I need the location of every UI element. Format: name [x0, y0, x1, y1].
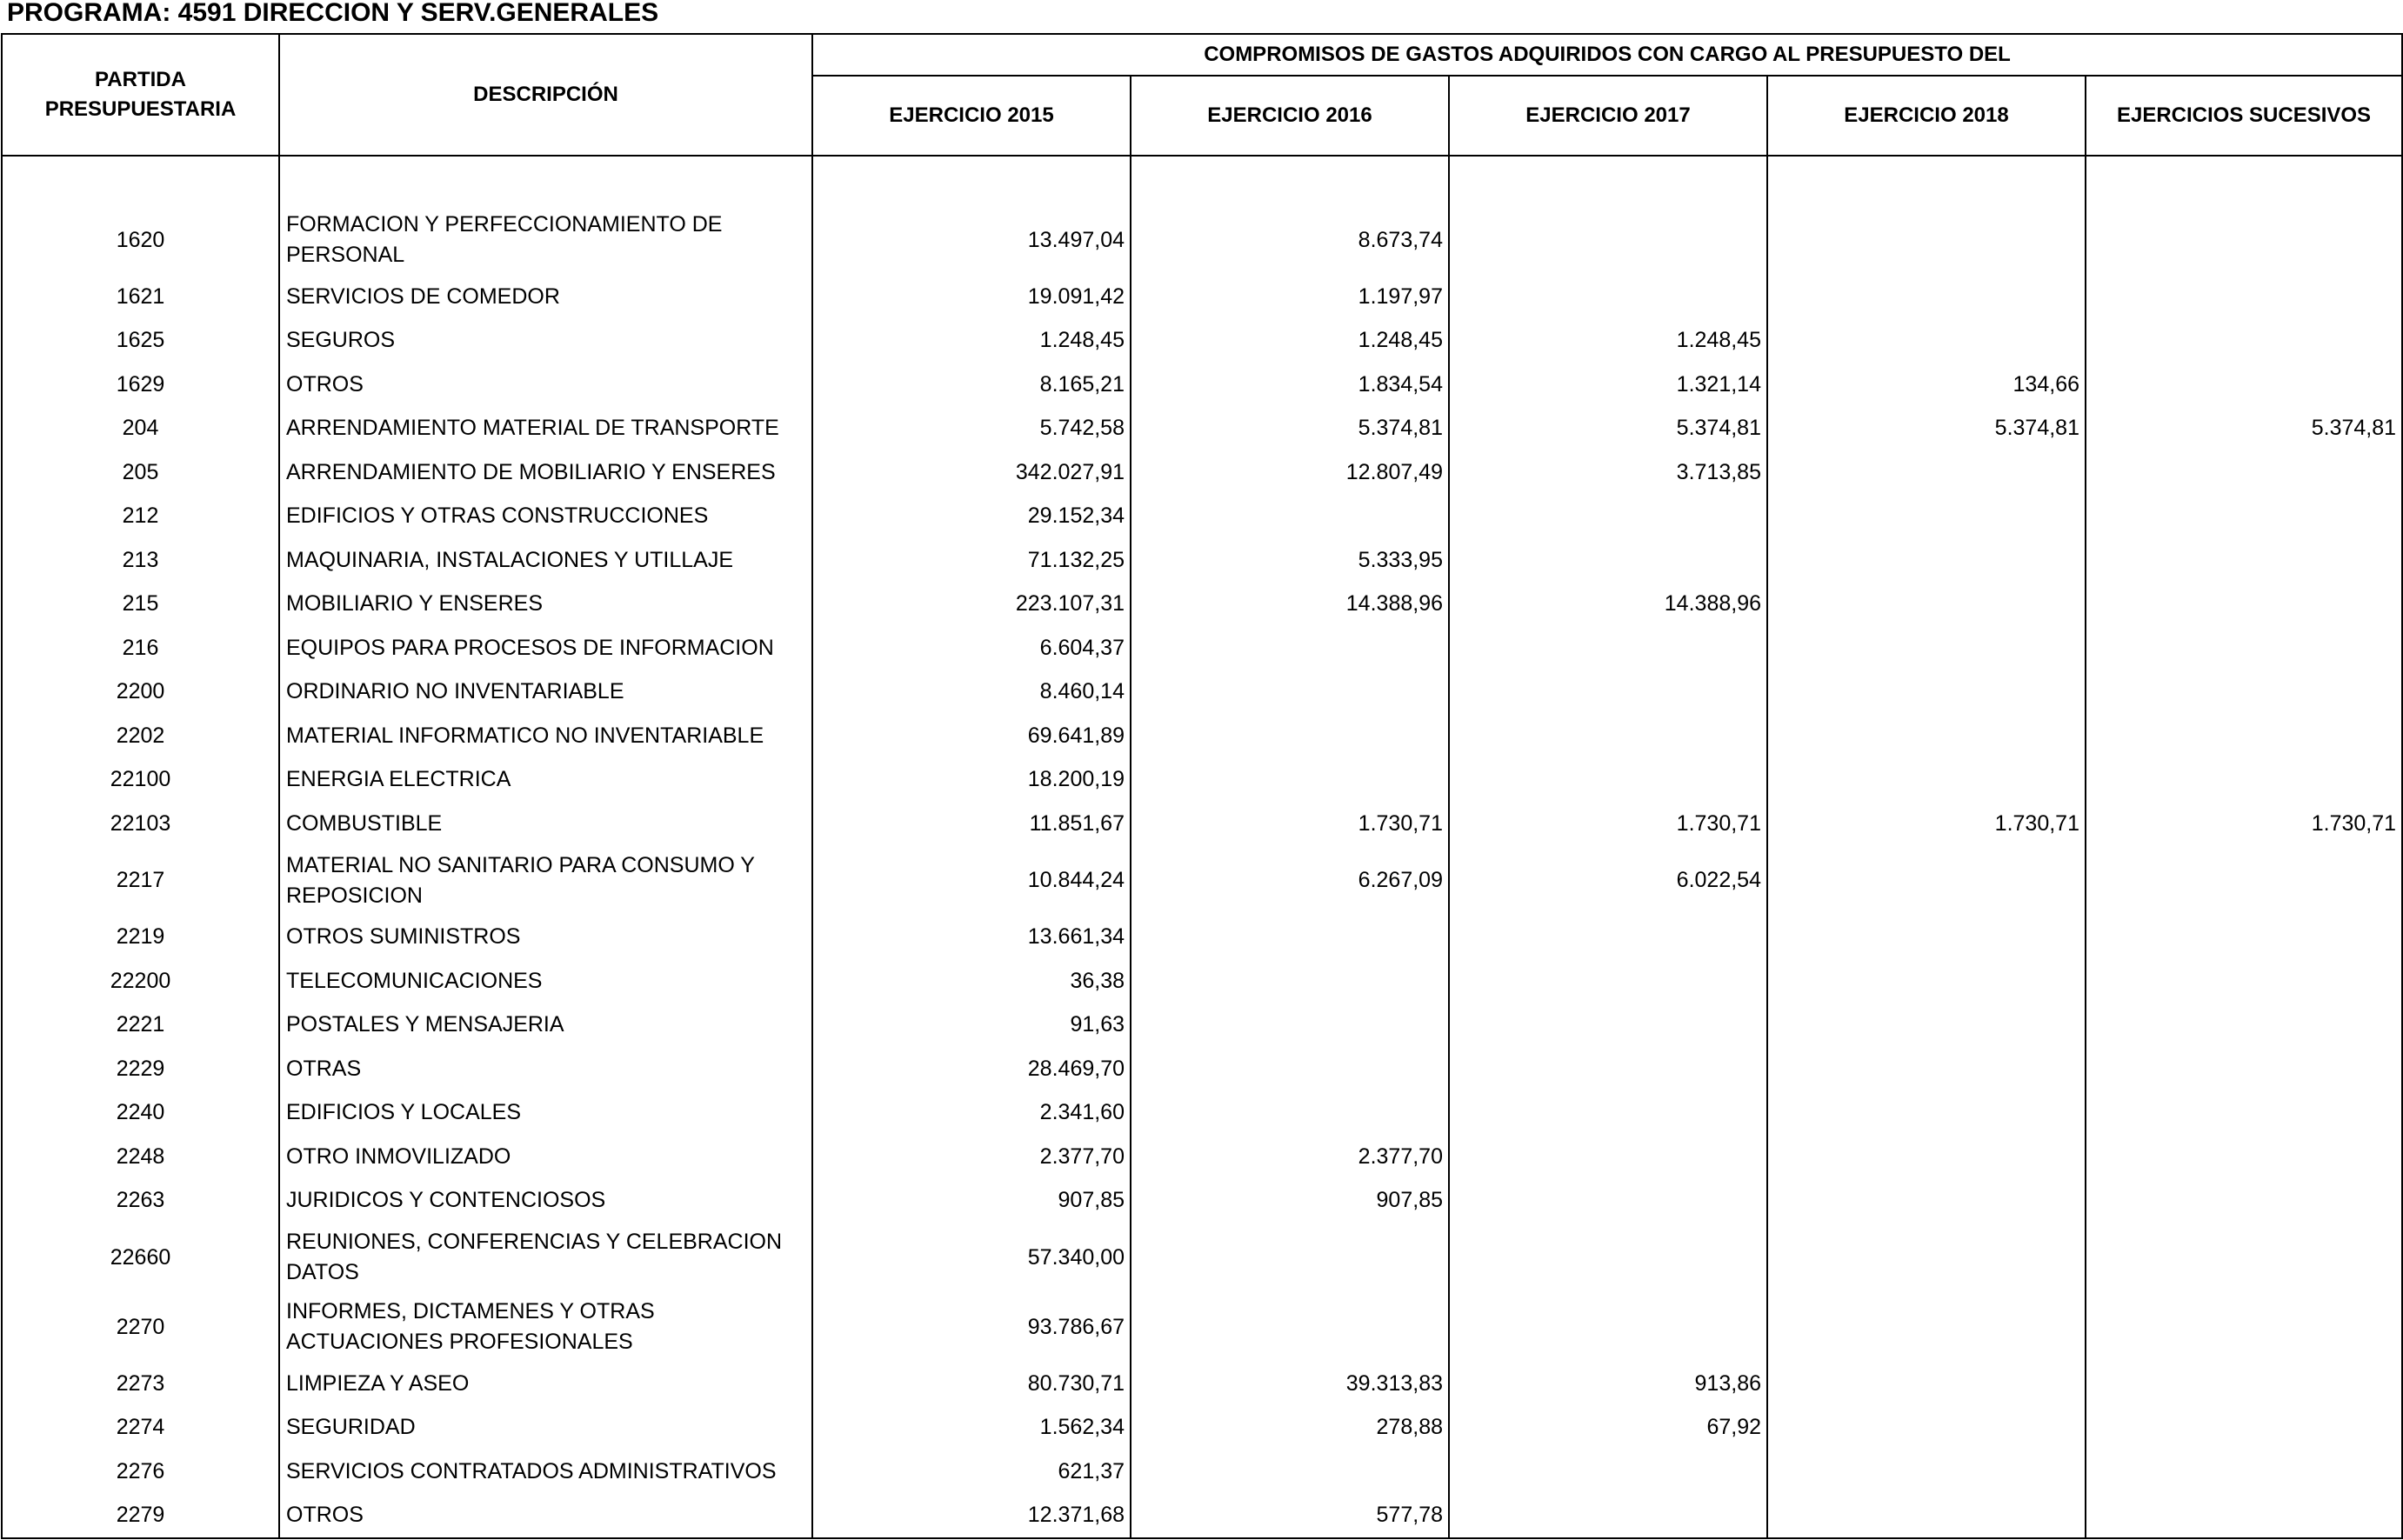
description: MOBILIARIO Y ENSERES [279, 583, 812, 627]
value-2016: 1.248,45 [1131, 319, 1449, 363]
value-2018 [1767, 714, 2086, 758]
table-row [2, 538, 2402, 583]
partida-code: 22200 [2, 959, 279, 1003]
value-2017 [1449, 1494, 1767, 1539]
value-subsequent [2086, 538, 2402, 583]
value-2017: 1.730,71 [1449, 802, 1767, 846]
value-2017 [1449, 916, 1767, 960]
value-subsequent [2086, 1406, 2402, 1450]
partida-code: 2217 [2, 846, 279, 916]
value-2018 [1767, 1406, 2086, 1450]
value-2015: 12.371,68 [812, 1494, 1131, 1539]
value-2018 [1767, 1223, 2086, 1292]
partida-code: 1629 [2, 363, 279, 407]
value-2018: 1.730,71 [1767, 802, 2086, 846]
value-2015: 6.604,37 [812, 626, 1131, 670]
value-2016 [1131, 1223, 1449, 1292]
value-2015: 29.152,34 [812, 495, 1131, 539]
value-2018 [1767, 1047, 2086, 1091]
header-year-2015: EJERCICIO 2015 [812, 76, 1131, 156]
description: INFORMES, DICTAMENES Y OTRAS ACTUACIONES PROFESIONALES [279, 1292, 812, 1362]
value-2016: 14.388,96 [1131, 583, 1449, 627]
value-2015: 342.027,91 [812, 450, 1131, 495]
value-2015: 11.851,67 [812, 802, 1131, 846]
value-subsequent [2086, 1494, 2402, 1539]
value-2016 [1131, 714, 1449, 758]
value-subsequent [2086, 205, 2402, 275]
value-2017: 14.388,96 [1449, 583, 1767, 627]
value-2017: 67,92 [1449, 1406, 1767, 1450]
value-2018 [1767, 205, 2086, 275]
value-2017: 1.321,14 [1449, 363, 1767, 407]
budget-commitments-table [1, 33, 2403, 1539]
value-subsequent: 5.374,81 [2086, 407, 2402, 451]
value-2018 [1767, 1135, 2086, 1179]
value-2015: 57.340,00 [812, 1223, 1131, 1292]
description: FORMACION Y PERFECCIONAMIENTO DE PERSONAL [279, 205, 812, 275]
value-2018 [1767, 959, 2086, 1003]
partida-code: 2219 [2, 916, 279, 960]
value-2018 [1767, 495, 2086, 539]
value-2017 [1449, 626, 1767, 670]
partida-code: 22103 [2, 802, 279, 846]
value-2016: 1.834,54 [1131, 363, 1449, 407]
value-2018 [1767, 626, 2086, 670]
header-commitments-group: COMPROMISOS DE GASTOS ADQUIRIDOS CON CARGO AL PRESUPUESTO DEL [812, 34, 2402, 76]
table-row [2, 714, 2402, 758]
table-row [2, 1292, 2402, 1362]
value-2017 [1449, 1135, 1767, 1179]
value-2016: 6.267,09 [1131, 846, 1449, 916]
value-2018: 5.374,81 [1767, 407, 2086, 451]
value-2018 [1767, 1494, 2086, 1539]
description: JURIDICOS Y CONTENCIOSOS [279, 1179, 812, 1223]
value-2018 [1767, 1450, 2086, 1494]
value-2016 [1131, 495, 1449, 539]
value-2015: 2.377,70 [812, 1135, 1131, 1179]
table-body [2, 156, 2402, 1538]
description: OTRO INMOVILIZADO [279, 1135, 812, 1179]
description: SEGUROS [279, 319, 812, 363]
partida-code: 1625 [2, 319, 279, 363]
value-2018 [1767, 1003, 2086, 1048]
value-2015: 18.200,19 [812, 758, 1131, 803]
table-row [2, 1494, 2402, 1539]
value-subsequent [2086, 1179, 2402, 1223]
value-2015: 1.248,45 [812, 319, 1131, 363]
table-row [2, 802, 2402, 846]
description: OTROS [279, 363, 812, 407]
table-row [2, 1223, 2402, 1292]
value-2015: 1.562,34 [812, 1406, 1131, 1450]
value-subsequent [2086, 959, 2402, 1003]
value-2015: 69.641,89 [812, 714, 1131, 758]
value-2016: 2.377,70 [1131, 1135, 1449, 1179]
value-2015: 8.165,21 [812, 363, 1131, 407]
value-2018 [1767, 583, 2086, 627]
value-2017: 3.713,85 [1449, 450, 1767, 495]
value-subsequent [2086, 1362, 2402, 1406]
partida-code: 22660 [2, 1223, 279, 1292]
value-subsequent [2086, 714, 2402, 758]
header-year-2016: EJERCICIO 2016 [1131, 76, 1449, 156]
value-2015: 13.497,04 [812, 205, 1131, 275]
value-2015: 19.091,42 [812, 275, 1131, 319]
table-row [2, 495, 2402, 539]
partida-code: 2240 [2, 1091, 279, 1136]
table-row [2, 319, 2402, 363]
value-2016: 577,78 [1131, 1494, 1449, 1539]
value-2018 [1767, 758, 2086, 803]
partida-code: 2279 [2, 1494, 279, 1539]
value-2017: 5.374,81 [1449, 407, 1767, 451]
table-row [2, 1091, 2402, 1136]
value-2016 [1131, 959, 1449, 1003]
description: LIMPIEZA Y ASEO [279, 1362, 812, 1406]
description: MATERIAL NO SANITARIO PARA CONSUMO Y REPOSICION [279, 846, 812, 916]
value-subsequent [2086, 1003, 2402, 1048]
partida-code: 205 [2, 450, 279, 495]
value-2015: 2.341,60 [812, 1091, 1131, 1136]
value-2017 [1449, 275, 1767, 319]
table-row [2, 1135, 2402, 1179]
table-row [2, 450, 2402, 495]
value-2016: 12.807,49 [1131, 450, 1449, 495]
value-subsequent [2086, 670, 2402, 715]
value-subsequent [2086, 363, 2402, 407]
value-2016 [1131, 626, 1449, 670]
header-year-2018: EJERCICIO 2018 [1767, 76, 2086, 156]
value-2018 [1767, 450, 2086, 495]
value-subsequent [2086, 450, 2402, 495]
value-2017 [1449, 1179, 1767, 1223]
partida-code: 204 [2, 407, 279, 451]
value-2017 [1449, 1292, 1767, 1362]
value-2015: 28.469,70 [812, 1047, 1131, 1091]
partida-code: 212 [2, 495, 279, 539]
header-descripcion: DESCRIPCIÓN [279, 34, 812, 156]
description: ORDINARIO NO INVENTARIABLE [279, 670, 812, 715]
value-2018 [1767, 670, 2086, 715]
value-2015: 91,63 [812, 1003, 1131, 1048]
description: ARRENDAMIENTO DE MOBILIARIO Y ENSERES [279, 450, 812, 495]
description: MATERIAL INFORMATICO NO INVENTARIABLE [279, 714, 812, 758]
description: EDIFICIOS Y OTRAS CONSTRUCCIONES [279, 495, 812, 539]
table-row [2, 275, 2402, 319]
partida-code: 1620 [2, 205, 279, 275]
value-2016: 39.313,83 [1131, 1362, 1449, 1406]
description: MAQUINARIA, INSTALACIONES Y UTILLAJE [279, 538, 812, 583]
value-2015: 8.460,14 [812, 670, 1131, 715]
value-2015: 5.742,58 [812, 407, 1131, 451]
description: TELECOMUNICACIONES [279, 959, 812, 1003]
value-2016: 1.730,71 [1131, 802, 1449, 846]
table-row [2, 407, 2402, 451]
value-2016 [1131, 1091, 1449, 1136]
description: SERVICIOS DE COMEDOR [279, 275, 812, 319]
value-2017 [1449, 714, 1767, 758]
partida-code: 2276 [2, 1450, 279, 1494]
value-2016 [1131, 1450, 1449, 1494]
table-row [2, 1362, 2402, 1406]
value-2017 [1449, 758, 1767, 803]
value-2018 [1767, 1292, 2086, 1362]
description: REUNIONES, CONFERENCIAS Y CELEBRACION DATOS [279, 1223, 812, 1292]
partida-code: 2273 [2, 1362, 279, 1406]
partida-code: 2263 [2, 1179, 279, 1223]
value-2017: 6.022,54 [1449, 846, 1767, 916]
value-subsequent [2086, 626, 2402, 670]
partida-code: 2221 [2, 1003, 279, 1048]
value-2016 [1131, 916, 1449, 960]
value-2016 [1131, 758, 1449, 803]
value-2016 [1131, 1047, 1449, 1091]
partida-code: 2274 [2, 1406, 279, 1450]
value-2017: 1.248,45 [1449, 319, 1767, 363]
description: EDIFICIOS Y LOCALES [279, 1091, 812, 1136]
partida-code: 213 [2, 538, 279, 583]
header-subsequent-years: EJERCICIOS SUCESIVOS [2086, 76, 2402, 156]
table-row [2, 1003, 2402, 1048]
value-2018: 134,66 [1767, 363, 2086, 407]
description: OTROS [279, 1494, 812, 1539]
value-subsequent [2086, 275, 2402, 319]
table-header [2, 34, 2402, 156]
table-row [2, 1179, 2402, 1223]
value-2018 [1767, 1362, 2086, 1406]
table-row [2, 846, 2402, 916]
value-2015: 80.730,71 [812, 1362, 1131, 1406]
partida-code: 2200 [2, 670, 279, 715]
value-2015: 13.661,34 [812, 916, 1131, 960]
table-row [2, 1047, 2402, 1091]
value-2018 [1767, 319, 2086, 363]
partida-code: 22100 [2, 758, 279, 803]
value-2016: 5.333,95 [1131, 538, 1449, 583]
table-row [2, 583, 2402, 627]
value-subsequent [2086, 319, 2402, 363]
table-row [2, 670, 2402, 715]
value-subsequent [2086, 1047, 2402, 1091]
value-2017 [1449, 495, 1767, 539]
partida-code: 215 [2, 583, 279, 627]
value-subsequent [2086, 1091, 2402, 1136]
description: ARRENDAMIENTO MATERIAL DE TRANSPORTE [279, 407, 812, 451]
value-2018 [1767, 1091, 2086, 1136]
value-2018 [1767, 916, 2086, 960]
description: OTROS SUMINISTROS [279, 916, 812, 960]
value-subsequent [2086, 846, 2402, 916]
description: EQUIPOS PARA PROCESOS DE INFORMACION [279, 626, 812, 670]
table-row [2, 1406, 2402, 1450]
value-subsequent: 1.730,71 [2086, 802, 2402, 846]
table-row [2, 363, 2402, 407]
value-2016: 907,85 [1131, 1179, 1449, 1223]
description: SEGURIDAD [279, 1406, 812, 1450]
value-2017 [1449, 1450, 1767, 1494]
table-row [2, 916, 2402, 960]
value-subsequent [2086, 916, 2402, 960]
value-subsequent [2086, 1135, 2402, 1179]
value-2017 [1449, 670, 1767, 715]
spacer-row [2, 156, 2402, 205]
value-2016 [1131, 1003, 1449, 1048]
table-row [2, 959, 2402, 1003]
value-2017 [1449, 1091, 1767, 1136]
value-2017 [1449, 205, 1767, 275]
table-row [2, 626, 2402, 670]
partida-code: 2248 [2, 1135, 279, 1179]
value-2018 [1767, 846, 2086, 916]
value-2015: 36,38 [812, 959, 1131, 1003]
header-partida: PARTIDA PRESUPUESTARIA [2, 34, 279, 156]
value-subsequent [2086, 495, 2402, 539]
description: ENERGIA ELECTRICA [279, 758, 812, 803]
table-row [2, 205, 2402, 275]
header-year-2017: EJERCICIO 2017 [1449, 76, 1767, 156]
value-2018 [1767, 538, 2086, 583]
value-subsequent [2086, 758, 2402, 803]
value-2015: 93.786,67 [812, 1292, 1131, 1362]
value-2015: 907,85 [812, 1179, 1131, 1223]
value-2016 [1131, 670, 1449, 715]
value-subsequent [2086, 1292, 2402, 1362]
description: SERVICIOS CONTRATADOS ADMINISTRATIVOS [279, 1450, 812, 1494]
partida-code: 2202 [2, 714, 279, 758]
value-2015: 71.132,25 [812, 538, 1131, 583]
value-subsequent [2086, 583, 2402, 627]
value-2016 [1131, 1292, 1449, 1362]
value-2016: 8.673,74 [1131, 205, 1449, 275]
value-2017 [1449, 959, 1767, 1003]
partida-code: 1621 [2, 275, 279, 319]
partida-code: 2229 [2, 1047, 279, 1091]
partida-code: 2270 [2, 1292, 279, 1362]
table-row [2, 758, 2402, 803]
value-2017 [1449, 1047, 1767, 1091]
value-2017 [1449, 538, 1767, 583]
value-2016: 1.197,97 [1131, 275, 1449, 319]
description: OTRAS [279, 1047, 812, 1091]
description: COMBUSTIBLE [279, 802, 812, 846]
value-2015: 10.844,24 [812, 846, 1131, 916]
value-2017 [1449, 1003, 1767, 1048]
value-2015: 621,37 [812, 1450, 1131, 1494]
value-subsequent [2086, 1223, 2402, 1292]
value-2018 [1767, 1179, 2086, 1223]
value-2018 [1767, 275, 2086, 319]
description: POSTALES Y MENSAJERIA [279, 1003, 812, 1048]
value-subsequent [2086, 1450, 2402, 1494]
table-row [2, 1450, 2402, 1494]
program-title: PROGRAMA: 4591 DIRECCION Y SERV.GENERALES [7, 0, 659, 27]
partida-code: 216 [2, 626, 279, 670]
value-2017 [1449, 1223, 1767, 1292]
value-2016: 5.374,81 [1131, 407, 1449, 451]
value-2016: 278,88 [1131, 1406, 1449, 1450]
value-2015: 223.107,31 [812, 583, 1131, 627]
value-2017: 913,86 [1449, 1362, 1767, 1406]
